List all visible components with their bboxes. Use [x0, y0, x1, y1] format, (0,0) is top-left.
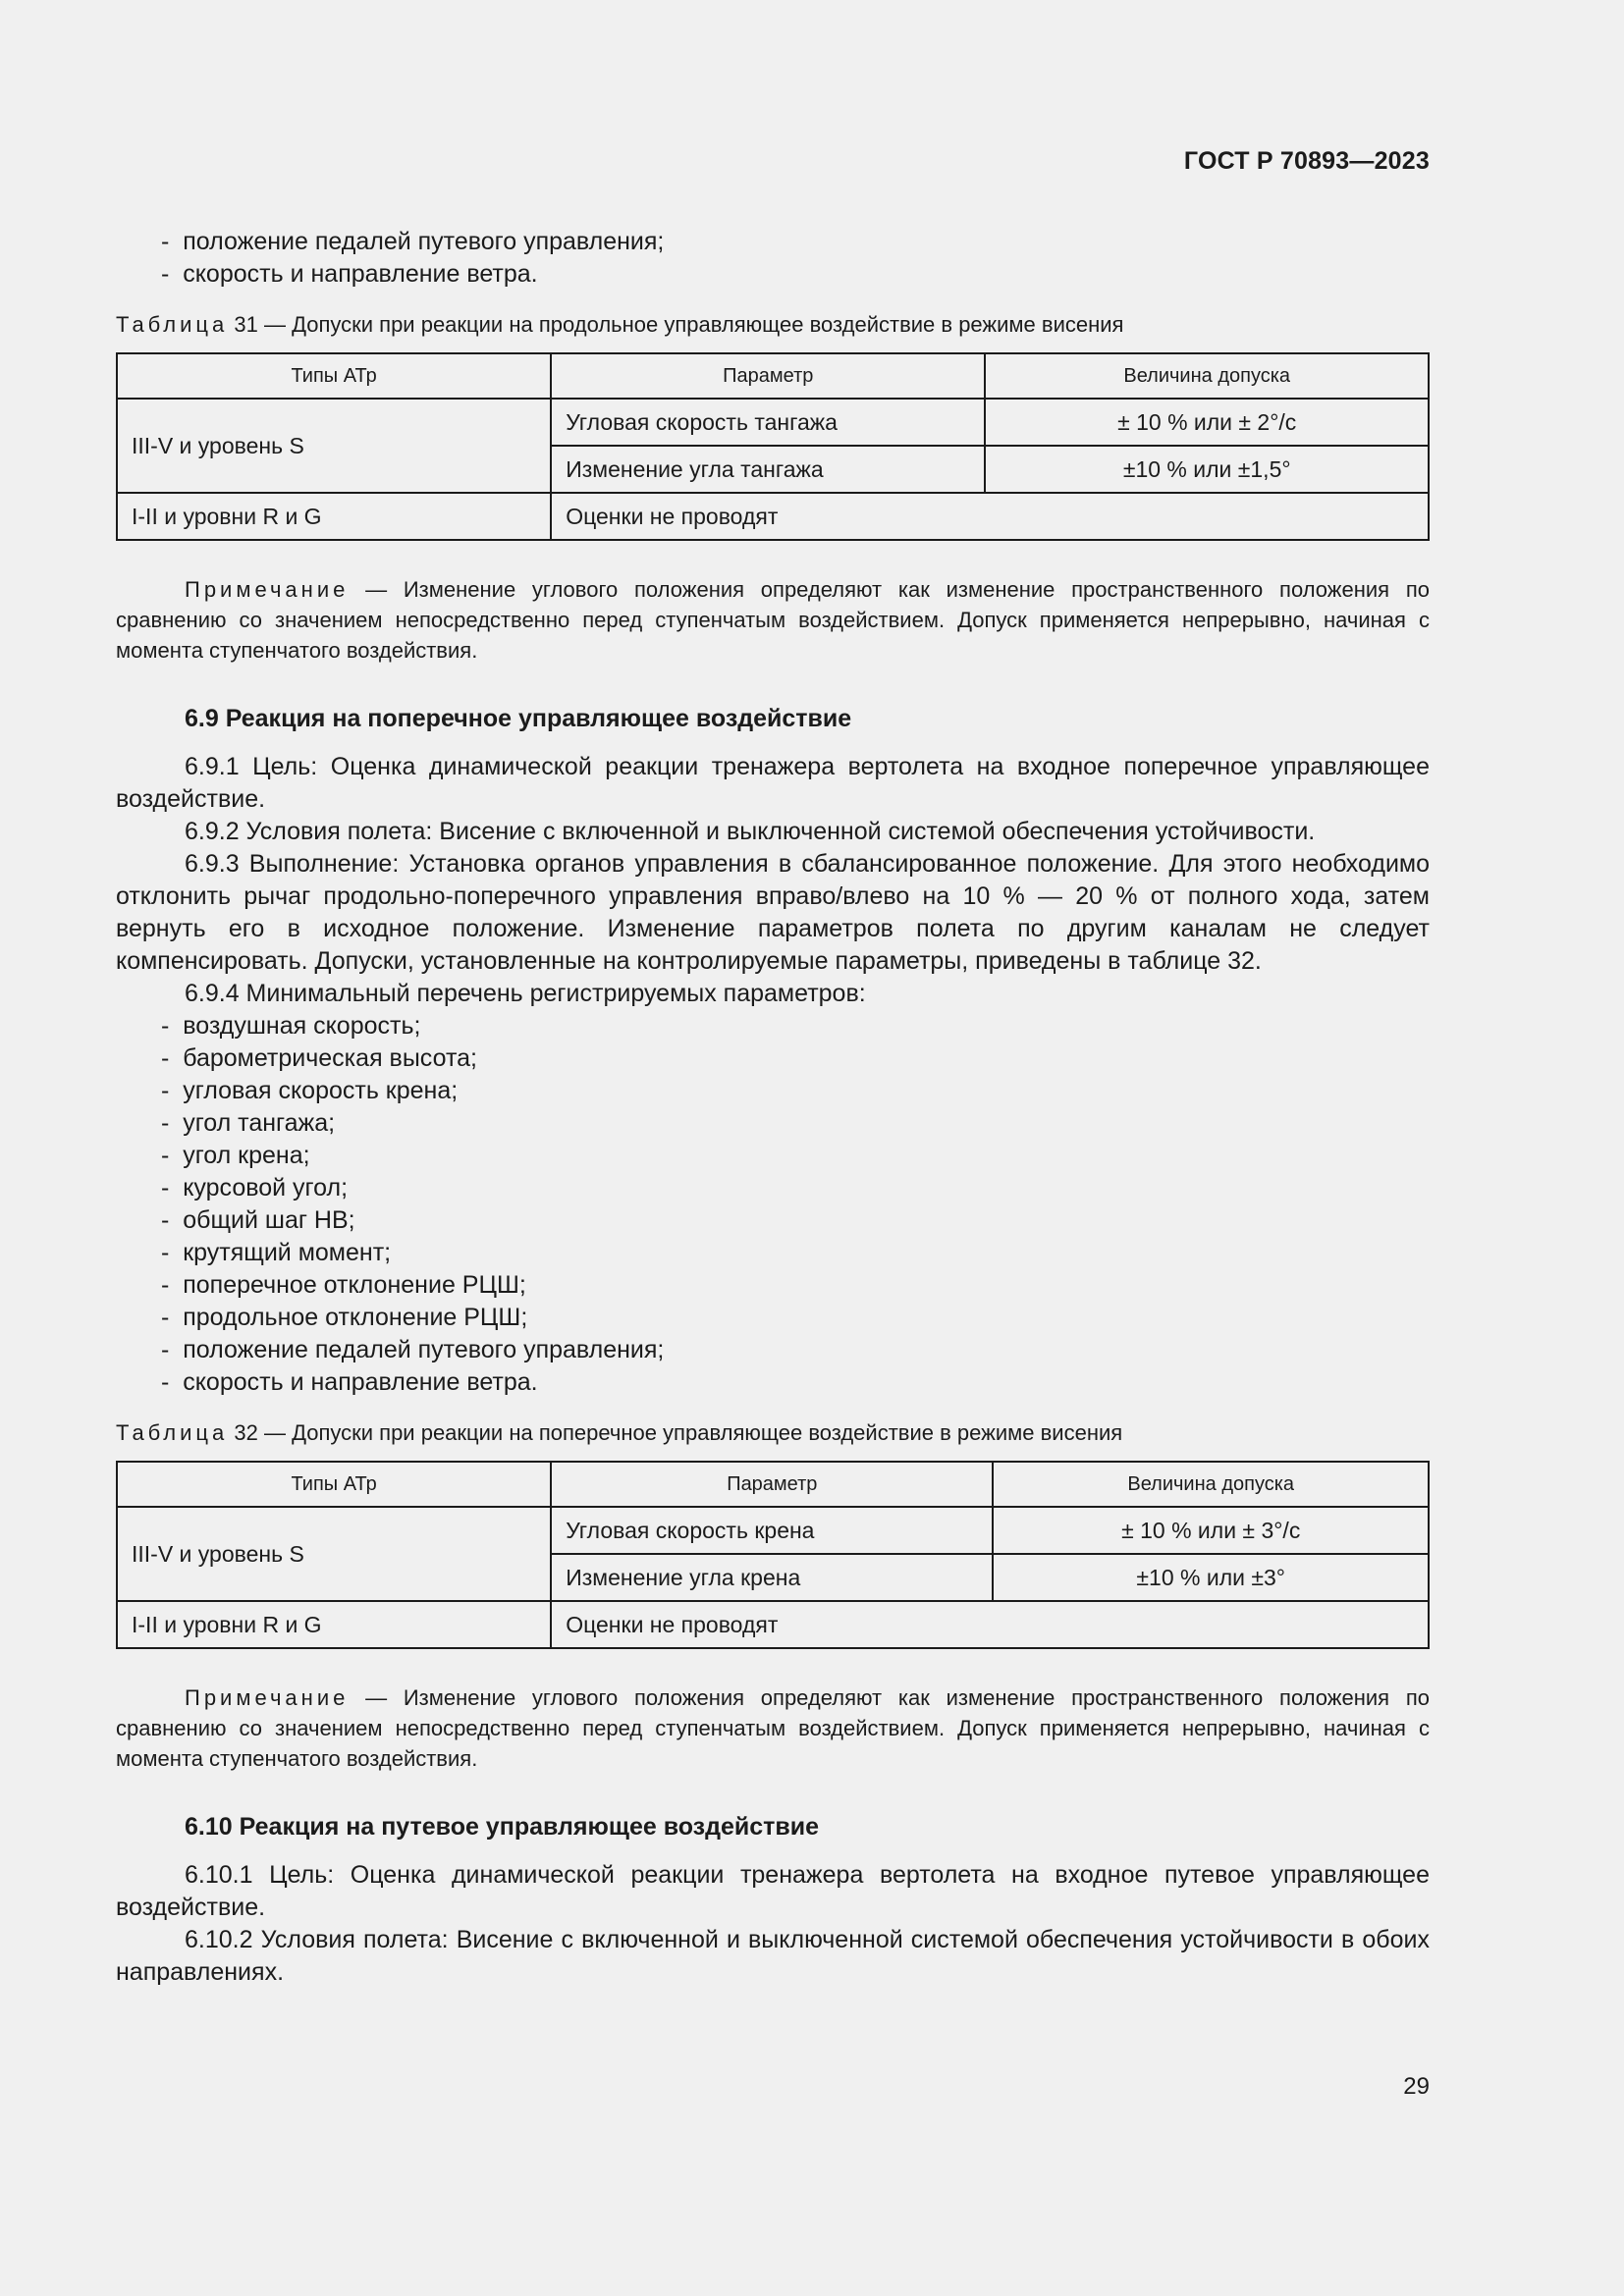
document-id-header: ГОСТ Р 70893—2023 — [1183, 147, 1430, 175]
list-item: - угол крена; — [116, 1140, 1430, 1172]
paragraph-6-9-4: 6.9.4 Минимальный перечень регистрируемых параметров: — [185, 980, 866, 1007]
recorded-parameters-list — [116, 1010, 1430, 1399]
table-32-note — [116, 1682, 1430, 1774]
column-header-type: Типы АТр — [117, 1462, 551, 1507]
list-item: - продольное отклонение РЦШ; — [116, 1302, 1430, 1334]
table-header-row — [117, 353, 1429, 399]
cell-tolerance: ± 10 % или ± 3°/с — [993, 1507, 1429, 1554]
cell-tolerance: ±10 % или ±1,5° — [985, 446, 1429, 493]
cell-type: I-II и уровни R и G — [117, 493, 551, 540]
note-text: — Изменение углового положения определяют как изменение пространственного положения по сравнению со значением непосредственно перед ступенчатым воздействием. Допуск применяется непрерывно, начиная с момента ступенчатого воздействия. — [116, 577, 1430, 663]
table-header-row — [117, 1462, 1429, 1507]
table-row — [117, 399, 1429, 446]
column-header-parameter: Параметр — [551, 353, 985, 399]
top-parameter-list — [116, 226, 1430, 291]
list-item: - положение педалей путевого управления; — [116, 226, 1430, 258]
cell-type: I-II и уровни R и G — [117, 1601, 551, 1648]
list-item: - воздушная скорость; — [116, 1010, 1430, 1042]
column-header-tolerance: Величина допуска — [993, 1462, 1429, 1507]
table-31-note — [116, 574, 1430, 666]
paragraph-6-9-2: 6.9.2 Условия полета: Висение с включенной и выключенной системой обеспечения устойчивости. — [185, 818, 1316, 845]
note-label: Примечание — [185, 1685, 350, 1710]
list-item: - крутящий момент; — [116, 1237, 1430, 1269]
paragraph-6-10-1: 6.10.1 Цель: Оценка динамической реакции тренажера вертолета на входное путевое управляющее воздействие. — [116, 1861, 1430, 1921]
list-item: - скорость и направление ветра. — [116, 1366, 1430, 1399]
table-31 — [116, 352, 1430, 541]
table-31-caption — [116, 308, 1430, 341]
cell-parameter: Изменение угла тангажа — [551, 446, 985, 493]
table-caption-text: 32 — Допуски при реакции на поперечное управляющее воздействие в режиме висения — [234, 1420, 1123, 1445]
list-item: - барометрическая высота; — [116, 1042, 1430, 1075]
cell-no-evaluation: Оценки не проводят — [551, 493, 1429, 540]
cell-type: III-V и уровень S — [117, 399, 551, 493]
list-item: - поперечное отклонение РЦШ; — [116, 1269, 1430, 1302]
cell-parameter: Угловая скорость тангажа — [551, 399, 985, 446]
column-header-type: Типы АТр — [117, 353, 551, 399]
section-6-10-heading: 6.10 Реакция на путевое управляющее воздействие — [185, 1813, 820, 1841]
cell-type: III-V и уровень S — [117, 1507, 551, 1601]
table-row — [117, 1601, 1429, 1648]
cell-no-evaluation: Оценки не проводят — [551, 1601, 1429, 1648]
cell-tolerance: ± 10 % или ± 2°/с — [985, 399, 1429, 446]
list-item: - курсовой угол; — [116, 1172, 1430, 1204]
paragraph-6-10-2: 6.10.2 Условия полета: Висение с включенной и выключенной системой обеспечения устойчивости в обоих направлениях. — [116, 1926, 1430, 1986]
list-item: - общий шаг НВ; — [116, 1204, 1430, 1237]
note-text: — Изменение углового положения определяют как изменение пространственного положения по сравнению со значением непосредственно перед ступенчатым воздействием. Допуск применяется непрерывно, начиная с момента ступенчатого воздействия. — [116, 1685, 1430, 1771]
table-caption-text: 31 — Допуски при реакции на продольное управляющее воздействие в режиме висения — [234, 312, 1124, 337]
list-item: - скорость и направление ветра. — [116, 258, 1430, 291]
column-header-tolerance: Величина допуска — [985, 353, 1429, 399]
table-row — [117, 1507, 1429, 1554]
table-32 — [116, 1461, 1430, 1649]
table-caption-prefix: Таблица — [116, 1420, 229, 1445]
table-row — [117, 493, 1429, 540]
column-header-parameter: Параметр — [551, 1462, 993, 1507]
paragraph-6-9-1: 6.9.1 Цель: Оценка динамической реакции тренажера вертолета на входное поперечное управляющее воздействие. — [116, 753, 1430, 813]
note-label: Примечание — [185, 577, 350, 602]
cell-parameter: Угловая скорость крена — [551, 1507, 993, 1554]
list-item: - положение педалей путевого управления; — [116, 1334, 1430, 1366]
cell-parameter: Изменение угла крена — [551, 1554, 993, 1601]
paragraph-6-9-3: 6.9.3 Выполнение: Установка органов управления в сбалансированное положение. Для этого необходимо отклонить рычаг продольно-поперечного управления вправо/влево на 10 % — 20 % от полного хода, затем вернуть его в исходное положение. Изменение параметров полета по другим каналам не следует компенсировать. Допуски, установленные на контролируемые параметры, приведены в таблице 32. — [116, 850, 1430, 975]
list-item: - угол тангажа; — [116, 1107, 1430, 1140]
section-6-9-heading: 6.9 Реакция на поперечное управляющее воздействие — [185, 705, 852, 732]
table-32-caption — [116, 1416, 1430, 1449]
list-item: - угловая скорость крена; — [116, 1075, 1430, 1107]
cell-tolerance: ±10 % или ±3° — [993, 1554, 1429, 1601]
page-number: 29 — [1403, 2073, 1430, 2100]
table-caption-prefix: Таблица — [116, 312, 229, 337]
page-content — [116, 226, 1430, 1989]
